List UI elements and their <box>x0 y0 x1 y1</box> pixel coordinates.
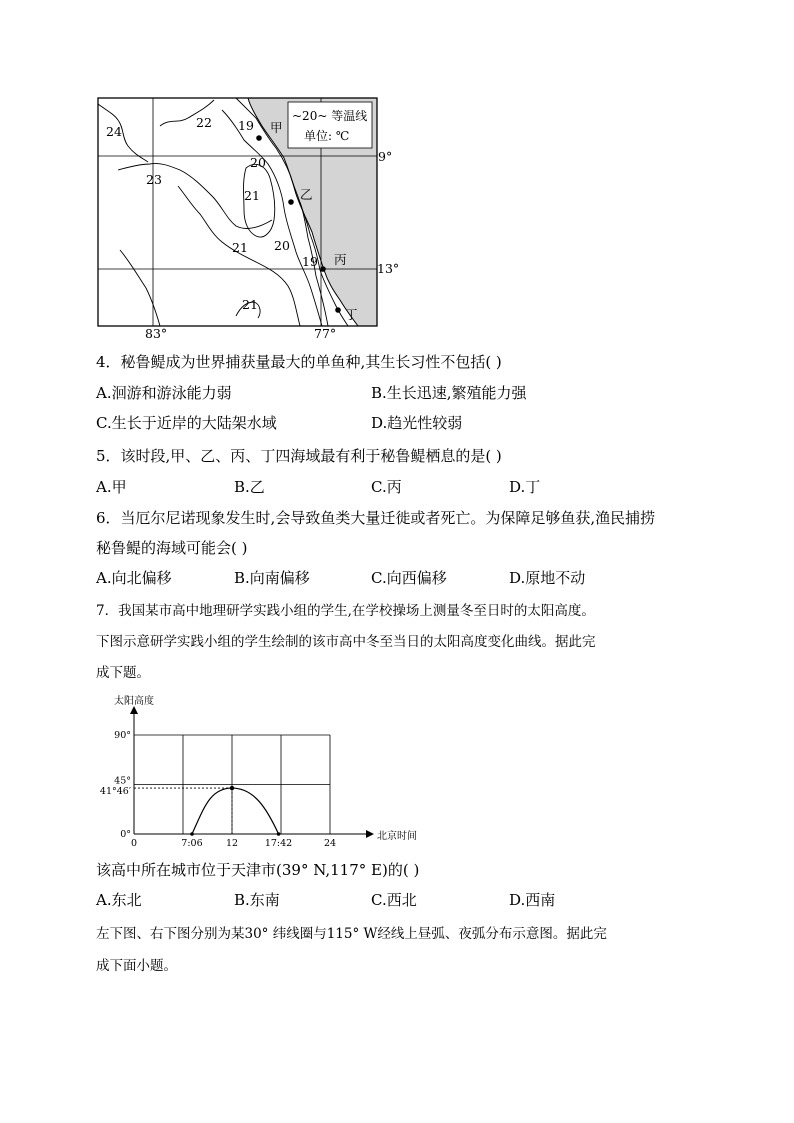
x-tick-label: 0 <box>130 838 138 849</box>
x-tick-label: 24 <box>323 838 337 849</box>
x-axis-arrow <box>366 830 374 838</box>
label-ding: 丁 <box>345 307 358 322</box>
q5-option-d[interactable]: D.丁 <box>509 478 541 496</box>
station-bing <box>320 266 326 272</box>
chart-xlabel: 北京时间 <box>377 831 417 842</box>
q6-stem-line1: 6．当厄尔尼诺现象发生时,会导致鱼类大量迁徙或者死亡。为保障足够鱼获,渔民捕捞 <box>96 509 656 527</box>
q4-option-a[interactable]: A.洄游和游泳能力弱 <box>96 384 232 402</box>
y-tick-label: 0° <box>120 829 131 840</box>
q7b-option-b[interactable]: B.东南 <box>234 891 280 909</box>
q7b-option-c[interactable]: C.西北 <box>371 891 417 909</box>
label-bing: 丙 <box>334 252 347 267</box>
q7b-stem: 该高中所在城市位于天津市(39° N,117° E)的( ) <box>96 861 420 879</box>
lon-77: 77° <box>314 326 337 340</box>
label-20a: 20 <box>250 155 266 170</box>
q7-line2: 下图示意研学实践小组的学生绘制的该市高中冬至当日的太阳高度变化曲线。据此完 <box>96 634 596 650</box>
q6-option-d[interactable]: D.原地不动 <box>509 569 586 587</box>
label-21a: 21 <box>244 188 260 203</box>
q4-option-c[interactable]: C.生长于近岸的大陆架水域 <box>96 414 277 432</box>
station-yi <box>288 199 294 205</box>
intro-line1: 左下图、右下图分别为某30° 纬线圈与115° W经线上昼弧、夜弧分布示意图。据此完 <box>96 926 607 942</box>
y-tick-label: 45° <box>114 775 131 787</box>
q7b-option-d[interactable]: D.西南 <box>509 891 556 909</box>
q4-option-b[interactable]: B.生长迅速,繁殖能力强 <box>371 384 527 402</box>
label-22: 22 <box>196 115 212 130</box>
chart-ylabel: 太阳高度 <box>114 696 154 707</box>
isotherm-south-a <box>120 250 160 326</box>
lon-83: 83° <box>145 326 168 340</box>
y-axis-arrow <box>130 706 138 714</box>
q7-line1: 7．我国某市高中地理研学实践小组的学生,在学校操场上测量冬至日时的太阳高度。 <box>96 603 595 619</box>
label-19a: 19 <box>238 118 254 133</box>
lat-13: 13° <box>377 261 400 276</box>
sun-altitude-chart <box>0 690 794 850</box>
station-jia <box>256 135 262 141</box>
sunrise-point <box>190 832 194 836</box>
q5-option-c[interactable]: C.丙 <box>371 478 402 496</box>
x-tick-label: 7:06 <box>181 838 203 849</box>
sun-altitude-curve <box>192 788 279 834</box>
q5-option-a[interactable]: A.甲 <box>96 478 127 496</box>
x-tick-label: 17:42 <box>264 838 293 849</box>
isotherm-21-west <box>178 186 300 326</box>
label-21c: 21 <box>242 297 258 312</box>
q6-option-c[interactable]: C.向西偏移 <box>371 569 447 587</box>
label-21b: 21 <box>232 240 248 255</box>
q7b-option-a[interactable]: A.东北 <box>96 891 142 909</box>
label-24: 24 <box>106 124 122 139</box>
isotherm-map <box>0 0 794 340</box>
y-tick-label: 41°46′ <box>99 786 131 798</box>
label-20b: 20 <box>274 238 290 253</box>
q5-stem: 5．该时段,甲、乙、丙、丁四海域最有利于秘鲁鳀栖息的是( ) <box>96 447 502 465</box>
legend-unit: 单位: ℃ <box>304 129 350 143</box>
q7-line3: 成下题。 <box>96 665 150 681</box>
label-jia: 甲 <box>270 120 283 135</box>
q4-stem: 4．秘鲁鳀成为世界捕获量最大的单鱼种,其生长习性不包括( ) <box>96 353 502 371</box>
label-19b: 19 <box>302 254 318 269</box>
label-23: 23 <box>146 172 162 187</box>
x-tick-label: 12 <box>225 838 239 849</box>
legend-line: ~20~ 等温线 <box>292 109 368 123</box>
label-yi: 乙 <box>300 187 313 202</box>
y-tick-label: 90° <box>114 730 131 741</box>
lat-9: 9° <box>378 149 393 164</box>
q5-option-b[interactable]: B.乙 <box>234 478 265 496</box>
q6-stem-line2: 秘鲁鳀的海域可能会( ) <box>96 539 248 557</box>
station-ding <box>335 307 341 313</box>
intro-line2: 成下面小题。 <box>96 958 177 974</box>
q6-option-b[interactable]: B.向南偏移 <box>234 569 310 587</box>
q6-option-a[interactable]: A.向北偏移 <box>96 569 172 587</box>
sunset-point <box>277 832 281 836</box>
q4-option-d[interactable]: D.趋光性较弱 <box>371 414 463 432</box>
